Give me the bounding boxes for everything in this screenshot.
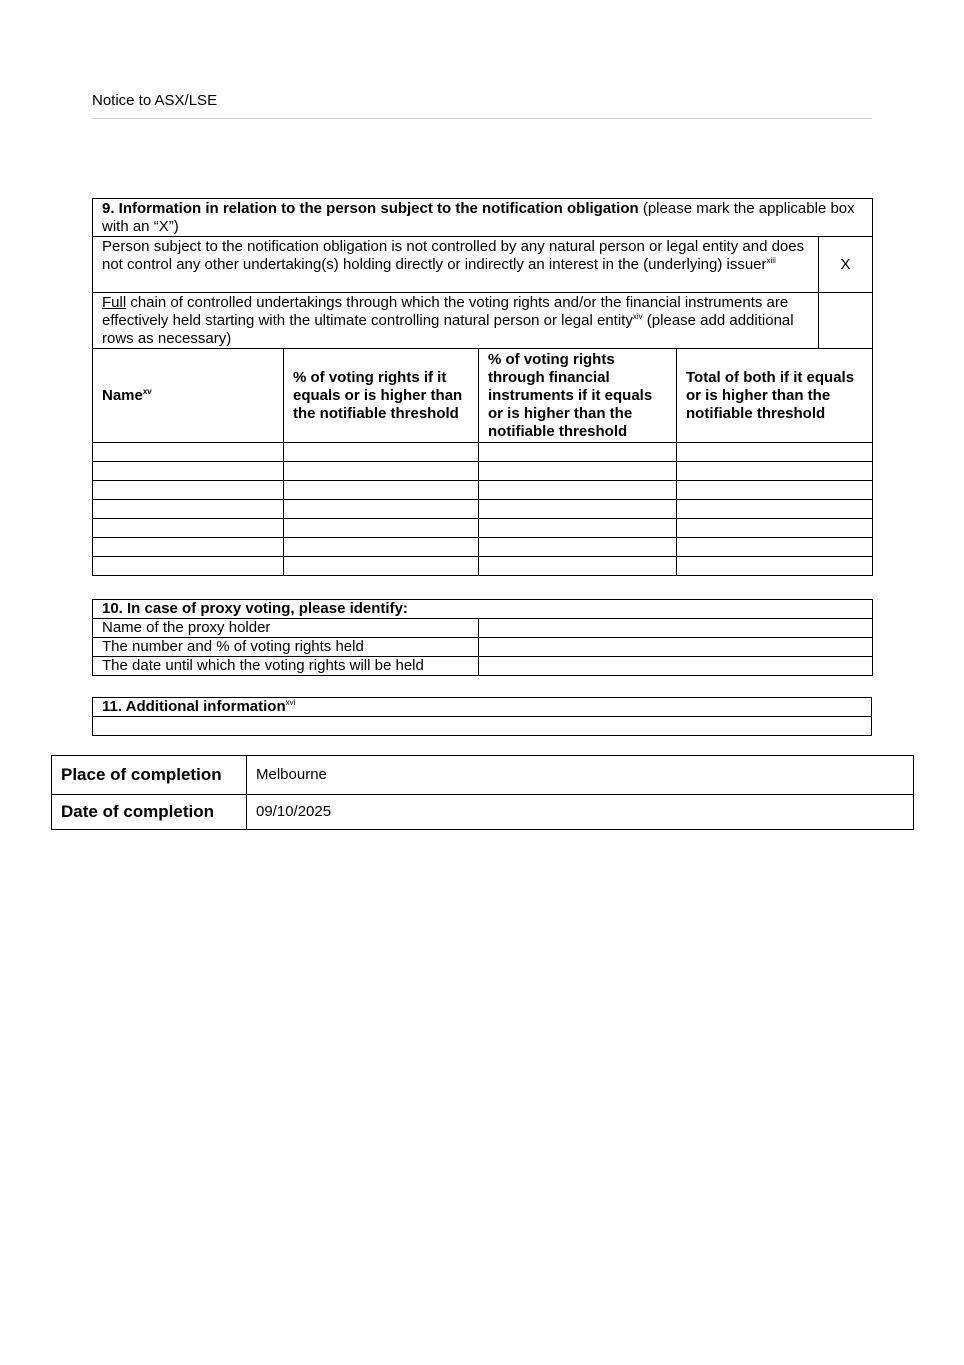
place-of-completion-label: Place of completion — [52, 756, 247, 795]
date-of-completion-value[interactable]: 09/10/2025 — [247, 795, 914, 830]
option-full-chain-text-b: (please add additional rows as necessary) — [102, 312, 794, 347]
total-cell[interactable] — [677, 557, 873, 576]
option-full-chain — [93, 293, 819, 349]
name-cell[interactable] — [93, 443, 284, 462]
section-11-heading — [93, 698, 872, 717]
voting-rights-held-label: The number and % of voting rights held — [93, 638, 479, 657]
total-cell[interactable] — [677, 443, 873, 462]
endnote-xiv: xiv — [632, 312, 643, 321]
endnote-xiii: xiii — [766, 256, 776, 265]
section-10-table — [92, 599, 873, 676]
total-cell[interactable] — [677, 462, 873, 481]
section-11-table — [92, 697, 872, 736]
voting-rights-cell[interactable] — [284, 443, 479, 462]
section-9-heading — [93, 199, 873, 237]
table-row — [93, 443, 873, 462]
financial-instruments-cell[interactable] — [479, 538, 677, 557]
endnote-xvi: xvi — [285, 698, 296, 707]
financial-instruments-cell[interactable] — [479, 500, 677, 519]
name-cell[interactable] — [93, 538, 284, 557]
total-cell[interactable] — [677, 538, 873, 557]
option-not-controlled-text: Person subject to the notification obligation is not controlled by any natural person or legal entity and does not control any other undertaking(s) holding directly or indirectly an interest in the (underlying) issuer — [102, 238, 805, 273]
option-full-chain-underlined: Full — [102, 294, 127, 311]
financial-instruments-cell[interactable] — [479, 443, 677, 462]
voting-rights-cell[interactable] — [284, 500, 479, 519]
page-header-title: Notice to ASX/LSE — [92, 92, 218, 109]
column-header-financial-instruments: % of voting rights through financial instruments if it equals or is higher than the notifiable threshold — [479, 349, 677, 443]
table-row — [93, 481, 873, 500]
option-not-controlled — [93, 237, 819, 293]
financial-instruments-cell[interactable] — [479, 462, 677, 481]
voting-rights-cell[interactable] — [284, 481, 479, 500]
table-row — [93, 557, 873, 576]
place-of-completion-value[interactable]: Melbourne — [247, 756, 914, 795]
date-of-completion-label: Date of completion — [52, 795, 247, 830]
table-row — [93, 500, 873, 519]
voting-rights-until-date-label: The date until which the voting rights will be held — [93, 657, 479, 676]
column-header-name — [93, 349, 284, 443]
table-row — [93, 619, 873, 638]
voting-rights-cell[interactable] — [284, 538, 479, 557]
option-not-controlled-mark-box[interactable]: X — [819, 237, 873, 293]
proxy-holder-name-label: Name of the proxy holder — [93, 619, 479, 638]
section-9-table — [92, 198, 873, 576]
column-header-total: Total of both if it equals or is higher than the notifiable threshold — [677, 349, 873, 443]
section-9-heading-bold: 9. Information in relation to the person subject to the notification obligation — [102, 200, 639, 217]
name-cell[interactable] — [93, 462, 284, 481]
header-divider — [92, 118, 872, 119]
total-cell[interactable] — [677, 481, 873, 500]
table-row — [93, 462, 873, 481]
table-row — [93, 519, 873, 538]
endnote-xv: xv — [142, 386, 152, 396]
additional-information-value[interactable] — [93, 717, 872, 736]
completion-table — [51, 755, 914, 830]
table-row — [93, 538, 873, 557]
voting-rights-cell[interactable] — [284, 557, 479, 576]
financial-instruments-cell[interactable] — [479, 519, 677, 538]
voting-rights-until-date-value[interactable] — [479, 657, 873, 676]
column-header-name-label: Name — [102, 386, 143, 404]
name-cell[interactable] — [93, 500, 284, 519]
name-cell[interactable] — [93, 519, 284, 538]
section-9-heading-rest: (please mark the applicable box with an “X”) — [102, 200, 855, 235]
total-cell[interactable] — [677, 519, 873, 538]
voting-rights-cell[interactable] — [284, 462, 479, 481]
name-cell[interactable] — [93, 481, 284, 500]
column-header-voting-rights: % of voting rights if it equals or is higher than the notifiable threshold — [284, 349, 479, 443]
proxy-holder-name-value[interactable] — [479, 619, 873, 638]
financial-instruments-cell[interactable] — [479, 557, 677, 576]
option-full-chain-mark-box[interactable] — [819, 293, 873, 349]
section-11-heading-label: 11. Additional information — [102, 698, 286, 715]
table-row — [93, 638, 873, 657]
financial-instruments-cell[interactable] — [479, 481, 677, 500]
name-cell[interactable] — [93, 557, 284, 576]
voting-rights-cell[interactable] — [284, 519, 479, 538]
total-cell[interactable] — [677, 500, 873, 519]
section-10-heading: 10. In case of proxy voting, please identify: — [93, 600, 873, 619]
option-full-chain-text-a: chain of controlled undertakings through which the voting rights and/or the financial instruments are effectively held starting with the ultimate controlling natural person or legal entity — [102, 294, 789, 329]
table-row — [93, 657, 873, 676]
voting-rights-held-value[interactable] — [479, 638, 873, 657]
